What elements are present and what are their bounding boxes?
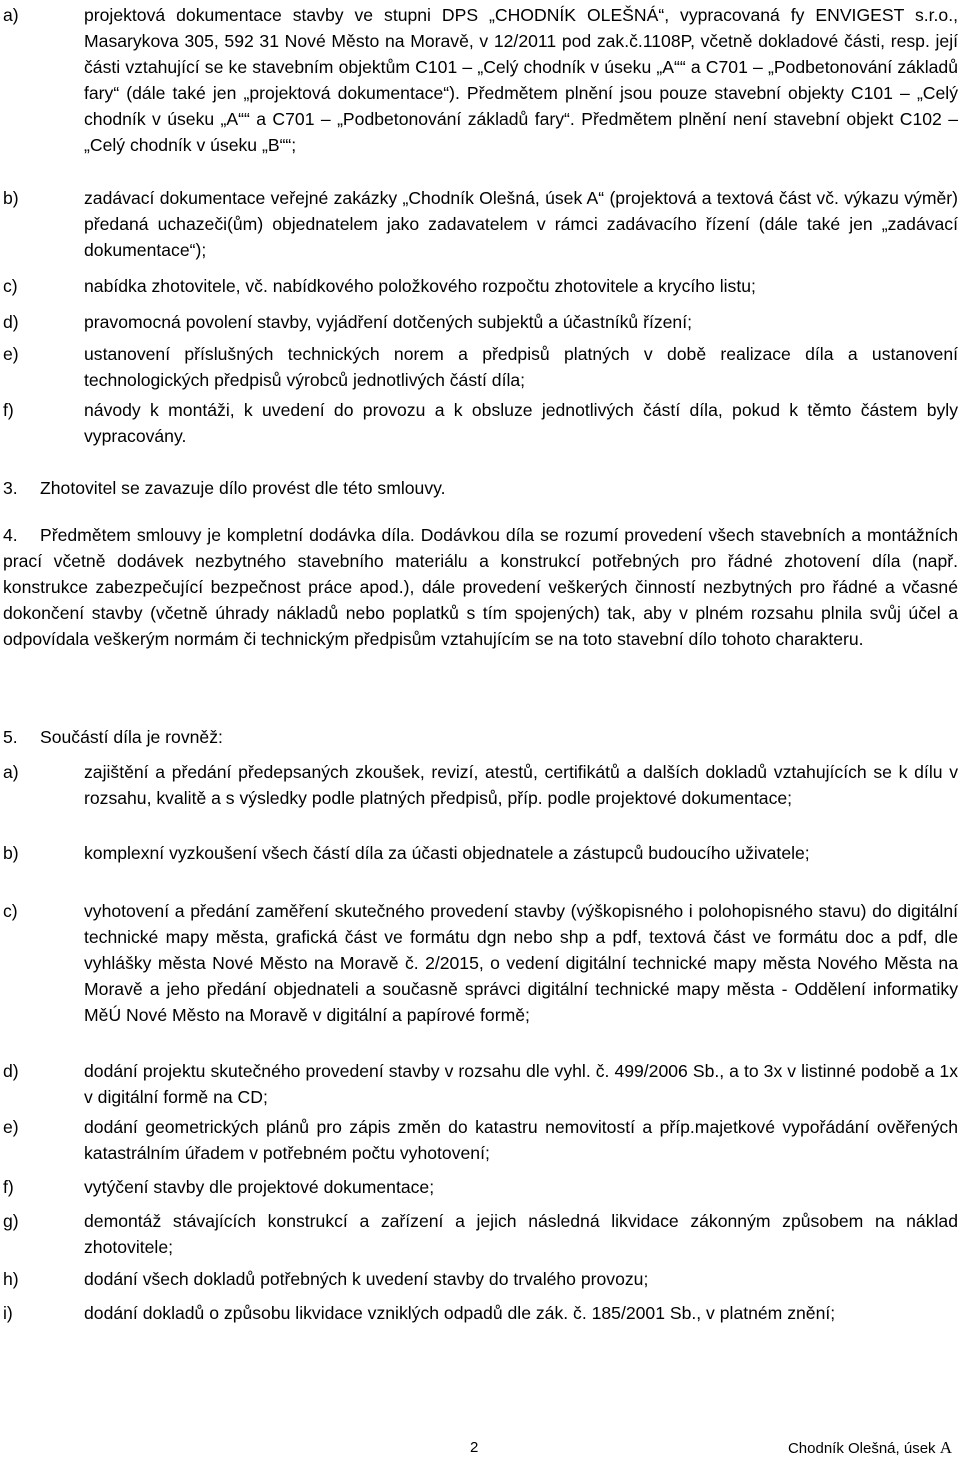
list-item-text: ustanovení příslušných technických norem a předpisů platných v době realizace díla a ustanovení technologických předpisů výrobců jednotlivých částí díla;	[84, 344, 958, 390]
paragraph-text: Zhotovitel se zavazuje dílo provést dle této smlouvy.	[40, 478, 446, 498]
list-item-top-c	[3, 273, 958, 299]
paragraph-text: Předmětem smlouvy je kompletní dodávka díla. Dodávkou díla se rozumí provedení všech stavebních a montážních prací včetně dodávek nezbytného stavebního materiálu a konstrukcí potřebných pro řádné zhotovení díla (např. konstrukce zabezpečující bezpečnost práce apod.), dále provedení veškerých činností nezbytných pro řádné a včasné dokončení stavby (včetně úhrady nákladů nebo poplatků s tím spojených) tak, aby v plném rozsahu plnila svůj účel a odpovídala veškerým normám či technickým předpisům vztahujícím se na toto stavební dílo tohoto charakteru.	[3, 525, 958, 649]
list-item-text: návody k montáži, k uvedení do provozu a k obsluze jednotlivých částí díla, pokud k těmto částem byly vypracovány.	[84, 400, 958, 446]
paragraph-number: 4.	[3, 525, 18, 545]
paragraph-5	[3, 724, 958, 750]
list-marker: i)	[3, 1303, 13, 1323]
list-item-text: vyhotovení a předání zaměření skutečného provedení stavby (výškopisného i polohopisného stavu) do digitální technické mapy města, grafická část ve formátu dgn nebo shp a pdf, textová část ve formátu doc a pdf, dle vyhlášky města Nové Město na Moravě č. 2/2015, o vedení digitální technické mapy města Nového Města na Moravě a jeho předání objednateli a současně správci digitální technické mapy města - Oddělení informatiky MěÚ Nové Město na Moravě v digitální a papírové formě;	[84, 901, 958, 1025]
list-marker: b)	[3, 188, 19, 208]
list-marker: b)	[3, 843, 19, 863]
list-item-bottom-d	[3, 1058, 958, 1110]
list-item-top-d	[3, 309, 958, 335]
list-marker: a)	[3, 5, 19, 25]
list-item-bottom-g	[3, 1208, 958, 1260]
list-item-text: pravomocná povolení stavby, vyjádření dotčených subjektů a účastníků řízení;	[84, 312, 692, 332]
list-item-text: komplexní vyzkoušení všech částí díla za účasti objednatele a zástupců budoucího uživatele;	[84, 843, 810, 863]
list-item-text: projektová dokumentace stavby ve stupni DPS „CHODNÍK OLEŠNÁ“, vypracovaná fy ENVIGEST s.r.o., Masarykova 305, 592 31 Nové Město na Moravě, v 12/2011 pod zak.č.1108P, včetně dokladové části, resp. její části vztahující se ke stavebním objektům C101 – „Celý chodník v úseku „A““ a C701 – „Podbetonování základů fary“ (dále také jen „projektová dokumentace“). Předmětem plnění jsou pouze stavební objekty C101 – „Celý chodník v úseku „A““ a C701 – „Podbetonování základů fary“. Předmětem plnění není stavební objekt C102 – „Celý chodník v úseku „B““;	[84, 5, 958, 155]
list-item-text: dodání dokladů o způsobu likvidace vzniklých odpadů dle zák. č. 185/2001 Sb., v platném znění;	[84, 1303, 836, 1323]
list-item-bottom-f	[3, 1174, 958, 1200]
paragraph-number: 3.	[3, 478, 18, 498]
footer-title	[788, 1438, 952, 1459]
list-marker: g)	[3, 1211, 19, 1231]
list-marker: e)	[3, 1117, 19, 1137]
list-item-text: dodání geometrických plánů pro zápis změn do katastru nemovitostí a příp.majetkové vypořádání ověřených katastrálním úřadem v potřebném počtu vyhotovení;	[84, 1117, 958, 1163]
list-item-top-e	[3, 341, 958, 393]
footer-title-main: Chodník Olešná, úsek	[787, 1440, 936, 1457]
list-item-top-b	[3, 185, 958, 263]
paragraph-3	[3, 475, 958, 501]
paragraph-4	[3, 522, 958, 652]
list-marker: d)	[3, 312, 19, 332]
list-item-text: vytýčení stavby dle projektové dokumentace;	[84, 1177, 435, 1197]
list-item-text: nabídka zhotovitele, vč. nabídkového položkového rozpočtu zhotovitele a krycího listu;	[84, 276, 756, 296]
list-marker: f)	[3, 400, 14, 420]
paragraph-number: 5.	[3, 727, 18, 747]
list-item-bottom-b	[3, 840, 958, 866]
footer-title-letter: A	[939, 1438, 952, 1457]
page-number: 2	[470, 1439, 479, 1456]
list-marker: a)	[3, 762, 19, 782]
list-marker: c)	[3, 276, 18, 296]
list-item-text: demontáž stávajících konstrukcí a zařízení a jejich následná likvidace zákonným způsobem na náklad zhotovitele;	[84, 1211, 958, 1257]
list-item-text: dodání projektu skutečného provedení stavby v rozsahu dle vyhl. č. 499/2006 Sb., a to 3x v listinné podobě a 1x v digitální formě na CD;	[84, 1061, 958, 1107]
list-item-top-f	[3, 397, 958, 449]
list-item-bottom-i	[3, 1300, 958, 1326]
list-item-bottom-c	[3, 898, 958, 1028]
list-item-bottom-h	[3, 1266, 958, 1292]
list-marker: e)	[3, 344, 19, 364]
list-item-text: dodání všech dokladů potřebných k uvedení stavby do trvalého provozu;	[84, 1269, 649, 1289]
list-item-text: zadávací dokumentace veřejné zakázky „Chodník Olešná, úsek A“ (projektová a textová část vč. výkazu výměr) předaná uchazeči(ům) objednatelem jako zadavatelem v rámci zadávacího řízení (dále také jen „zadávací dokumentace“);	[84, 188, 958, 260]
list-item-top-a	[3, 2, 958, 158]
list-marker: h)	[3, 1269, 19, 1289]
list-marker: f)	[3, 1177, 14, 1197]
list-marker: d)	[3, 1061, 19, 1081]
list-item-bottom-a	[3, 759, 958, 811]
paragraph-text: Součástí díla je rovněž:	[40, 727, 223, 747]
list-item-text: zajištění a předání předepsaných zkoušek, revizí, atestů, certifikátů a dalších dokladů vztahujících se k dílu v rozsahu, kvalitě a s výsledky podle platných předpisů, příp. podle projektové dokumentace;	[84, 762, 958, 808]
list-marker: c)	[3, 901, 18, 921]
list-item-bottom-e	[3, 1114, 958, 1166]
